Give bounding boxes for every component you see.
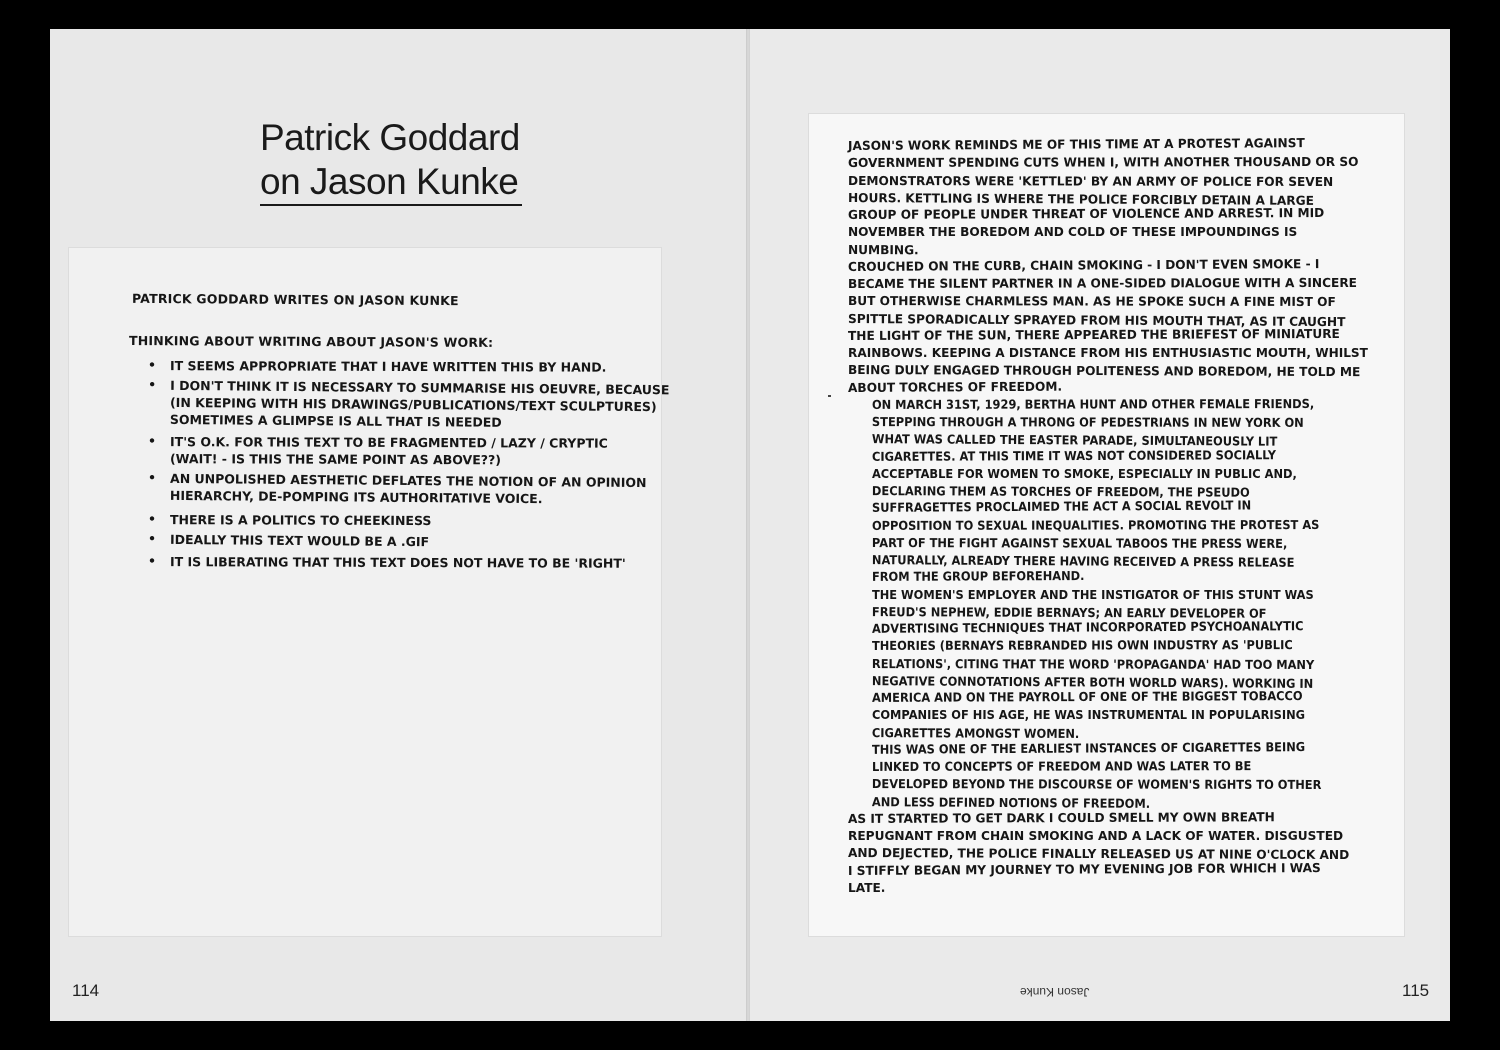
bullet-item bbox=[148, 357, 669, 376]
essay-line: AMERICA AND ON THE PAYROLL OF ONE OF THE BIGGEST TOBACCO bbox=[871, 688, 1303, 705]
essay-line: WHAT WAS CALLED THE EASTER PARADE, SIMULTANEOUSLY LIT bbox=[871, 431, 1278, 449]
essay-line: RAINBOWS. KEEPING A DISTANCE FROM HIS ENTHUSIASTIC MOUTH, WHILST bbox=[848, 345, 1368, 360]
essay-line: ABOUT TORCHES OF FREEDOM. bbox=[847, 378, 1063, 395]
essay-line: BUT OTHERWISE CHARMLESS MAN. AS HE SPOKE SUCH A FINE MIST OF bbox=[847, 293, 1336, 310]
bullet-item bbox=[148, 511, 669, 530]
essay-line: RELATIONS', CITING THAT THE WORD 'PROPAGANDA' HAD TOO MANY bbox=[871, 655, 1315, 672]
essay-line: I STIFFLY BEGAN MY JOURNEY TO MY EVENING JOB FOR WHICH I WAS bbox=[847, 859, 1321, 878]
bullet-item bbox=[148, 377, 670, 433]
essay-line: CIGARETTES. AT THIS TIME IT WAS NOT CONSIDERED SOCIALLY bbox=[871, 446, 1277, 464]
essay-line: CIGARETTES AMONGST WOMEN. bbox=[871, 724, 1080, 741]
essay-line: CROUCHED ON THE CURB, CHAIN SMOKING - I DON'T EVEN SMOKE - I bbox=[847, 255, 1320, 274]
handwritten-scan-left bbox=[68, 247, 662, 937]
bullet-item bbox=[148, 553, 669, 572]
essay-line: DEMONSTRATORS WERE 'KETTLED' BY AN ARMY OF POLICE FOR SEVEN bbox=[847, 172, 1334, 189]
bullet-dot: • bbox=[147, 530, 157, 546]
essay-line: THE WOMEN'S EMPLOYER AND THE INSTIGATOR OF THIS STUNT WAS bbox=[871, 586, 1314, 602]
essay-line: AS IT STARTED TO GET DARK I COULD SMELL MY OWN BREATH bbox=[847, 808, 1275, 826]
bullet-line: SOMETIMES A GLIMPSE IS ALL THAT IS NEEDED bbox=[169, 411, 502, 430]
essay-line: FREUD'S NEPHEW, EDDIE BERNAYS; AN EARLY DEVELOPER OF bbox=[871, 603, 1267, 621]
essay-line: NUMBING. bbox=[847, 241, 919, 257]
essay-line: FROM THE GROUP BEFOREHAND. bbox=[871, 568, 1085, 585]
essay-line: THIS WAS ONE OF THE EARLIEST INSTANCES OF CIGARETTES BEING bbox=[871, 738, 1306, 757]
bullet-item bbox=[148, 470, 670, 509]
essay-line: GOVERNMENT SPENDING CUTS WHEN I, WITH ANOTHER THOUSAND OR SO bbox=[847, 154, 1359, 171]
essay-line: LINKED TO CONCEPTS OF FREEDOM AND WAS LATER TO BE bbox=[871, 758, 1252, 774]
essay-line: GROUP OF PEOPLE UNDER THREAT OF VIOLENCE AND ARREST. IN MID bbox=[847, 205, 1325, 222]
bullet-line: IT IS LIBERATING THAT THIS TEXT DOES NOT HAVE TO BE 'RIGHT' bbox=[169, 554, 626, 571]
essay-line: COMPANIES OF HIS AGE, HE WAS INSTRUMENTAL IN POPULARISING bbox=[871, 707, 1306, 723]
handwritten-essay bbox=[848, 137, 1378, 896]
essay-line: REPUGNANT FROM CHAIN SMOKING AND A LACK OF WATER. DISGUSTED bbox=[848, 828, 1344, 843]
bullet-dot: • bbox=[148, 376, 157, 392]
essay-line: LATE. bbox=[847, 879, 886, 895]
essay-line: SUFFRAGETTES PROCLAIMED THE ACT A SOCIAL REVOLT IN bbox=[871, 497, 1252, 516]
essay-line: NOVEMBER THE BOREDOM AND COLD OF THESE IMPOUNDINGS IS bbox=[848, 224, 1298, 240]
bullet-line: I DON'T THINK IT IS NECESSARY TO SUMMARISE HIS OEUVRE, BECAUSE bbox=[170, 377, 670, 398]
article-title bbox=[260, 116, 520, 204]
essay-line: ADVERTISING TECHNIQUES THAT INCORPORATED PSYCHOANALYTIC bbox=[871, 618, 1304, 636]
bullet-line: HIERARCHY, DE-POMPING ITS AUTHORITATIVE VOICE. bbox=[169, 487, 543, 507]
bullet-line: IT'S O.K. FOR THIS TEXT TO BE FRAGMENTED / LAZY / CRYPTIC bbox=[170, 434, 608, 451]
page-number-left: 114 bbox=[72, 981, 100, 1000]
essay-line: SPITTLE SPORADICALLY SPRAYED FROM HIS MOUTH THAT, AS IT CAUGHT bbox=[847, 310, 1346, 329]
essay-line: DEVELOPED BEYOND THE DISCOURSE OF WOMEN'S RIGHTS TO OTHER bbox=[871, 776, 1322, 793]
essay-line: ON MARCH 31ST, 1929, BERTHA HUNT AND OTHER FEMALE FRIENDS, bbox=[871, 395, 1315, 412]
bullet-item bbox=[148, 433, 669, 469]
essay-line: BECAME THE SILENT PARTNER IN A ONE-SIDED DIALOGUE WITH A SINCERE bbox=[847, 274, 1357, 291]
title-line-1: Patrick Goddard bbox=[260, 117, 520, 158]
bullet-line: THERE IS A POLITICS TO CHEEKINESS bbox=[169, 512, 432, 529]
bullet-item bbox=[148, 531, 669, 553]
essay-line: NEGATIVE CONNOTATIONS AFTER BOTH WORLD WARS). WORKING IN bbox=[871, 672, 1314, 691]
bullet-dot: • bbox=[147, 511, 157, 527]
running-head: Jason Kunke bbox=[1020, 985, 1090, 999]
essay-line: THEORIES (BERNAYS REBRANDED HIS OWN INDUSTRY AS 'PUBLIC bbox=[871, 637, 1293, 654]
title-underline bbox=[260, 204, 522, 206]
bullet-line: AN UNPOLISHED AESTHETIC DEFLATES THE NOTION OF AN OPINION bbox=[170, 470, 647, 491]
page-number-right: 115 bbox=[1402, 981, 1430, 1000]
essay-line: THE LIGHT OF THE SUN, THERE APPEARED THE BRIEFEST OF MINIATURE bbox=[847, 325, 1340, 343]
essay-line: ACCEPTABLE FOR WOMEN TO SMOKE, ESPECIALLY IN PUBLIC AND, bbox=[871, 465, 1297, 481]
bullet-line: IDEALLY THIS TEXT WOULD BE A .GIF bbox=[169, 531, 430, 550]
bullet-dot: • bbox=[147, 553, 157, 569]
scan-bullet-list bbox=[148, 358, 669, 571]
scan-intro: THINKING ABOUT WRITING ABOUT JASON'S WORK: bbox=[128, 333, 494, 350]
bullet-dot: • bbox=[147, 357, 157, 373]
essay-line: DECLARING THEM AS TORCHES OF FREEDOM, THE PSEUDO bbox=[871, 483, 1250, 500]
essay-line: AND DEJECTED, THE POLICE FINALLY RELEASED US AT NINE O'CLOCK AND bbox=[847, 845, 1350, 863]
bullet-dot: • bbox=[148, 433, 157, 449]
title-line-2: on Jason Kunke bbox=[260, 161, 519, 202]
essay-line: BEING DULY ENGAGED THROUGH POLITENESS AND BOREDOM, HE TOLD ME bbox=[847, 362, 1361, 380]
essay-line: STEPPING THROUGH A THRONG OF PEDESTRIANS IN NEW YORK ON bbox=[871, 414, 1304, 430]
essay-line: PART OF THE FIGHT AGAINST SEXUAL TABOOS THE PRESS WERE, bbox=[871, 534, 1288, 551]
book-gutter bbox=[746, 29, 750, 1021]
bullet-line: (WAIT! - IS THIS THE SAME POINT AS ABOVE??) bbox=[169, 451, 501, 468]
scan-heading: PATRICK GODDARD WRITES ON JASON KUNKE bbox=[131, 290, 459, 309]
scan-speck bbox=[828, 395, 831, 397]
essay-line: HOURS. KETTLING IS WHERE THE POLICE FORCIBLY DETAIN A LARGE bbox=[847, 189, 1314, 208]
bullet-dot: • bbox=[148, 469, 157, 485]
essay-line: NATURALLY, ALREADY THERE HAVING RECEIVED A PRESS RELEASE bbox=[871, 552, 1295, 570]
bullet-line: (IN KEEPING WITH HIS DRAWINGS/PUBLICATIONS/TEXT SCULPTURES) bbox=[169, 394, 657, 415]
essay-line: OPPOSITION TO SEXUAL INEQUALITIES. PROMOTING THE PROTEST AS bbox=[871, 516, 1320, 533]
essay-line: AND LESS DEFINED NOTIONS OF FREEDOM. bbox=[871, 793, 1151, 811]
essay-line: JASON'S WORK REMINDS ME OF THIS TIME AT A PROTEST AGAINST bbox=[847, 135, 1305, 153]
bullet-line: IT SEEMS APPROPRIATE THAT I HAVE WRITTEN THIS BY HAND. bbox=[169, 358, 607, 375]
